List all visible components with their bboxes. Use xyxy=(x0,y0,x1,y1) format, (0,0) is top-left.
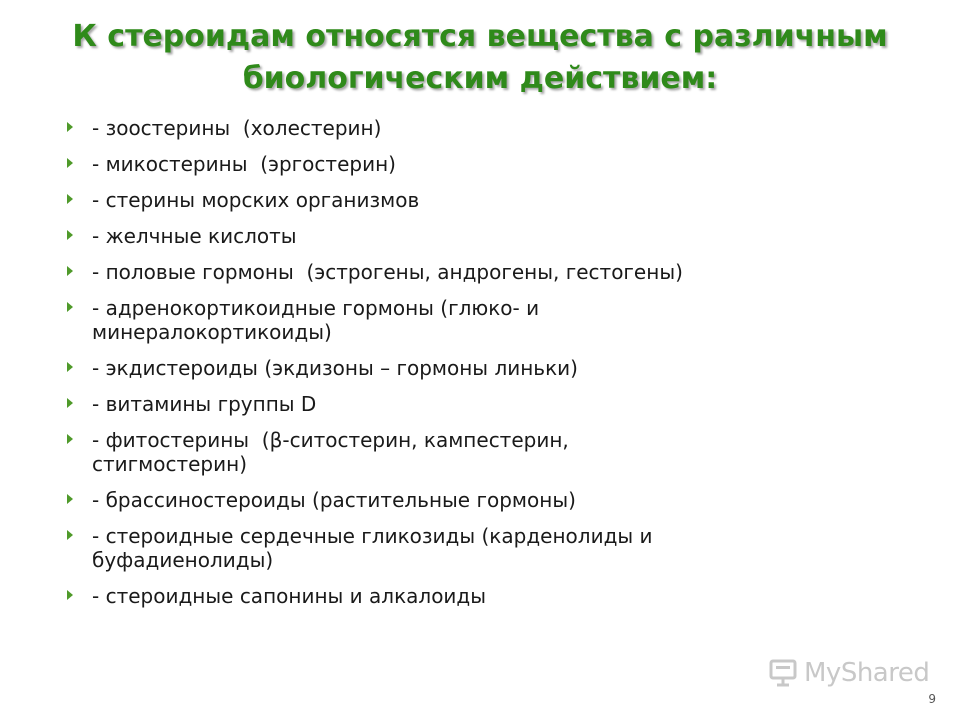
bullet-text: - желчные кислоты xyxy=(92,224,297,248)
list-item xyxy=(92,356,892,380)
list-item xyxy=(92,188,892,212)
list-item xyxy=(92,488,892,512)
list-item xyxy=(92,116,892,140)
arrow-bullet-icon xyxy=(67,122,73,132)
slide-title xyxy=(40,16,920,100)
presentation-board-icon xyxy=(768,658,798,688)
slide-title-line-2: биологическим действием: xyxy=(242,61,718,96)
watermark-logo xyxy=(768,655,929,691)
slide-title-line-1: К стероидам относятся вещества с различным xyxy=(72,19,888,54)
arrow-bullet-icon xyxy=(67,302,73,312)
arrow-bullet-icon xyxy=(67,590,73,600)
bullet-text: - экдистероиды (экдизоны – гормоны линьки) xyxy=(92,356,578,380)
bullet-text: - витамины группы D xyxy=(92,392,317,416)
arrow-bullet-icon xyxy=(67,158,73,168)
list-item xyxy=(92,428,892,476)
list-item xyxy=(92,524,892,572)
bullet-text: - стерины морских организмов xyxy=(92,188,420,212)
list-item xyxy=(92,296,892,344)
list-item xyxy=(92,584,892,608)
bullet-text: - стероидные сердечные гликозиды (карденолиды и буфадиенолиды) xyxy=(92,524,653,572)
watermark-text: MyShared xyxy=(804,658,930,688)
list-item xyxy=(92,224,892,248)
bullet-text: - зоостерины (холестерин) xyxy=(92,116,382,140)
bullet-text: - микостерины (эргостерин) xyxy=(92,152,396,176)
bullet-list xyxy=(92,116,892,620)
arrow-bullet-icon xyxy=(67,494,73,504)
list-item xyxy=(92,260,892,284)
arrow-bullet-icon xyxy=(67,194,73,204)
bullet-text: - адренокортикоидные гормоны (глюко- и минералокортикоиды) xyxy=(92,296,540,344)
bullet-text: - брассиностероиды (растительные гормоны) xyxy=(92,488,576,512)
arrow-bullet-icon xyxy=(67,398,73,408)
list-item xyxy=(92,392,892,416)
arrow-bullet-icon xyxy=(67,362,73,372)
bullet-text: - половые гормоны (эстрогены, андрогены, гестогены) xyxy=(92,260,683,284)
list-item xyxy=(92,152,892,176)
arrow-bullet-icon xyxy=(67,230,73,240)
arrow-bullet-icon xyxy=(67,434,73,444)
page-number: 9 xyxy=(928,692,936,706)
bullet-text: - фитостерины (β-ситостерин, кампестерин, стигмостерин) xyxy=(92,428,569,476)
arrow-bullet-icon xyxy=(67,530,73,540)
bullet-text: - стероидные сапонины и алкалоиды xyxy=(92,584,487,608)
arrow-bullet-icon xyxy=(67,266,73,276)
